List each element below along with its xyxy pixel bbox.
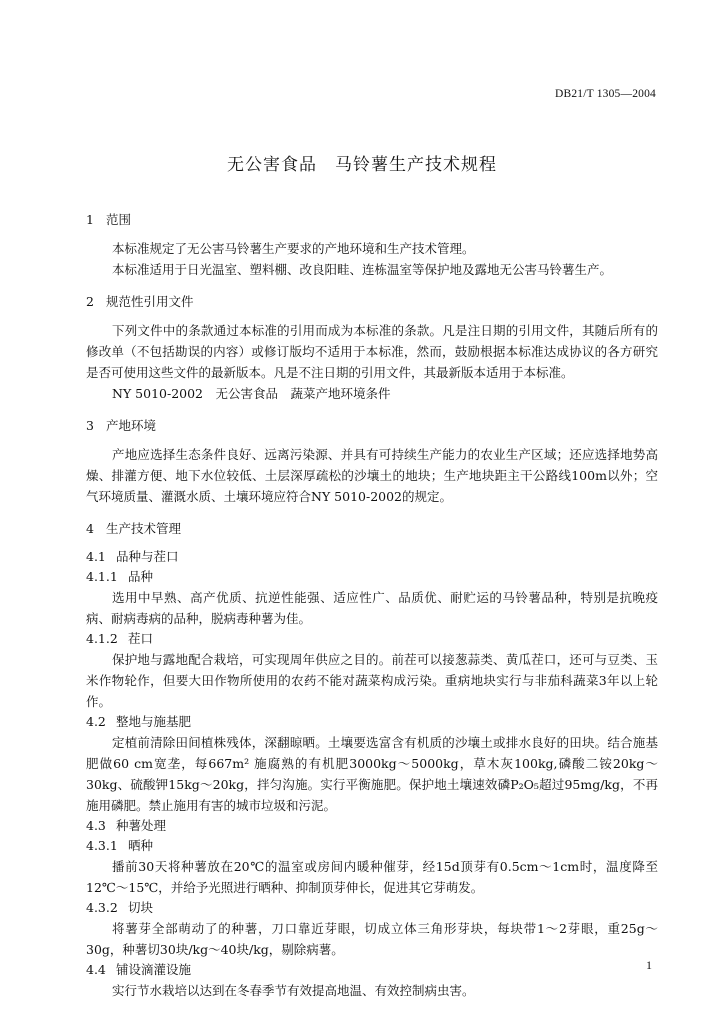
subsection-heading-4-1-2	[86, 629, 658, 649]
standard-code: DB21/T 1305—2004	[554, 88, 656, 100]
section-title: 生产技术管理	[106, 521, 182, 536]
subsection-title: 切块	[128, 900, 154, 915]
paragraph: 播前30天将种薯放在20℃的温室或房间内暖种催芽，经15d顶芽有0.5cm～1cm时，温度降至12℃～15℃，并给予光照进行晒种、抑制顶芽伸长，促进其它芽萌发。	[86, 859, 658, 895]
section-heading-2	[86, 290, 658, 314]
section-title: 产地环境	[106, 418, 157, 433]
section-number: 4	[86, 521, 94, 536]
subsection-number: 4.3.1	[86, 838, 118, 853]
subsection-heading-4-3-1	[86, 836, 658, 856]
subsection-number: 4.3	[86, 818, 106, 833]
subsection-number: 4.1.2	[86, 631, 118, 646]
subsection-heading-4-1	[86, 547, 658, 567]
paragraph: 定植前清除田间植株残体，深翻晾晒。土壤要选富含有机质的沙壤土或排水良好的田块。结合施基肥做60 cm宽垄，每667m² 施腐熟的有机肥3000kg～5000kg，草木灰100kg,磷酸二铵20kg～30kg、硫酸钾15kg～20kg，拌匀沟施。实行平衡施肥。保护地土壤速效磷P₂O₅超过95mg/kg，不再施用磷肥。禁止施用有害的城市垃圾和污泥。	[86, 735, 658, 813]
subsection-title: 铺设滴灌设施	[116, 962, 192, 977]
subsection-title: 茬口	[128, 631, 154, 646]
paragraph: 将薯芽全部萌动了的种薯，刀口靠近芽眼，切成立体三角形芽块，每块带1～2芽眼，重25g～30g，种薯切30块/kg～40块/kg，剔除病薯。	[86, 921, 658, 957]
paragraph: 实行节水栽培以达到在冬春季节有效提高地温、有效控制病虫害。	[112, 983, 475, 998]
paragraph: 本标准适用于日光温室、塑料棚、改良阳畦、连栋温室等保护地及露地无公害马铃薯生产。	[112, 262, 613, 277]
subsection-number: 4.2	[86, 714, 106, 729]
subsection-number: 4.1	[86, 549, 106, 564]
document-body	[86, 208, 658, 1001]
document-title: 无公害食品 马铃薯生产技术规程	[227, 155, 497, 175]
subsection-heading-4-1-1	[86, 567, 658, 587]
section-heading-3	[86, 414, 658, 438]
subsection-heading-4-3-2	[86, 898, 658, 918]
subsection-title: 种薯处理	[116, 818, 167, 833]
normative-reference: NY 5010-2002 无公害食品 蔬菜产地环境条件	[112, 386, 391, 401]
paragraph: 产地应选择生态条件良好、远离污染源、并具有可持续生产能力的农业生产区域；还应选择地势高燥、排灌方便、地下水位较低、土层深厚疏松的沙壤土的地块；生产地块距主干公路线100m以外；空气环境质量、灌溉水质、土壤环境应符合NY 5010-2002的规定。	[86, 447, 658, 504]
section-number: 3	[86, 418, 94, 433]
section-heading-1	[86, 208, 658, 232]
section-number: 1	[86, 212, 94, 227]
section-title: 范围	[106, 212, 132, 227]
section-title: 规范性引用文件	[106, 294, 194, 309]
subsection-number: 4.1.1	[86, 569, 118, 584]
subsection-heading-4-3	[86, 816, 658, 836]
subsection-title: 品种	[128, 569, 154, 584]
section-heading-4	[86, 517, 658, 541]
subsection-number: 4.3.2	[86, 900, 118, 915]
subsection-title: 整地与施基肥	[116, 714, 192, 729]
subsection-heading-4-4	[86, 960, 658, 980]
page-number: 1	[646, 958, 652, 972]
section-number: 2	[86, 294, 94, 309]
subsection-number: 4.4	[86, 962, 106, 977]
paragraph: 选用中早熟、高产优质、抗逆性能强、适应性广、品质优、耐贮运的马铃薯品种，特别是抗晚疫病、耐病毒病的品种，脱病毒种薯为佳。	[86, 590, 658, 626]
paragraph: 下列文件中的条款通过本标准的引用而成为本标准的条款。凡是注日期的引用文件，其随后所有的修改单（不包括勘误的内容）或修订版均不适用于本标准，然而，鼓励根据本标准达成协议的各方研究是否可使用这些文件的最新版本。凡是不注日期的引用文件，其最新版本适用于本标准。	[86, 323, 658, 380]
paragraph: 本标准规定了无公害马铃薯生产要求的产地环境和生产技术管理。	[112, 241, 475, 256]
paragraph: 保护地与露地配合栽培，可实现周年供应之目的。前茬可以接葱蒜类、黄瓜茬口，还可与豆类、玉米作物轮作，但要大田作物所使用的农药不能对蔬菜构成污染。重病地块实行与非茄科蔬菜3年以上轮作。	[86, 652, 658, 709]
subsection-title: 品种与茬口	[116, 549, 179, 564]
subsection-heading-4-2	[86, 712, 658, 732]
subsection-title: 晒种	[128, 838, 154, 853]
